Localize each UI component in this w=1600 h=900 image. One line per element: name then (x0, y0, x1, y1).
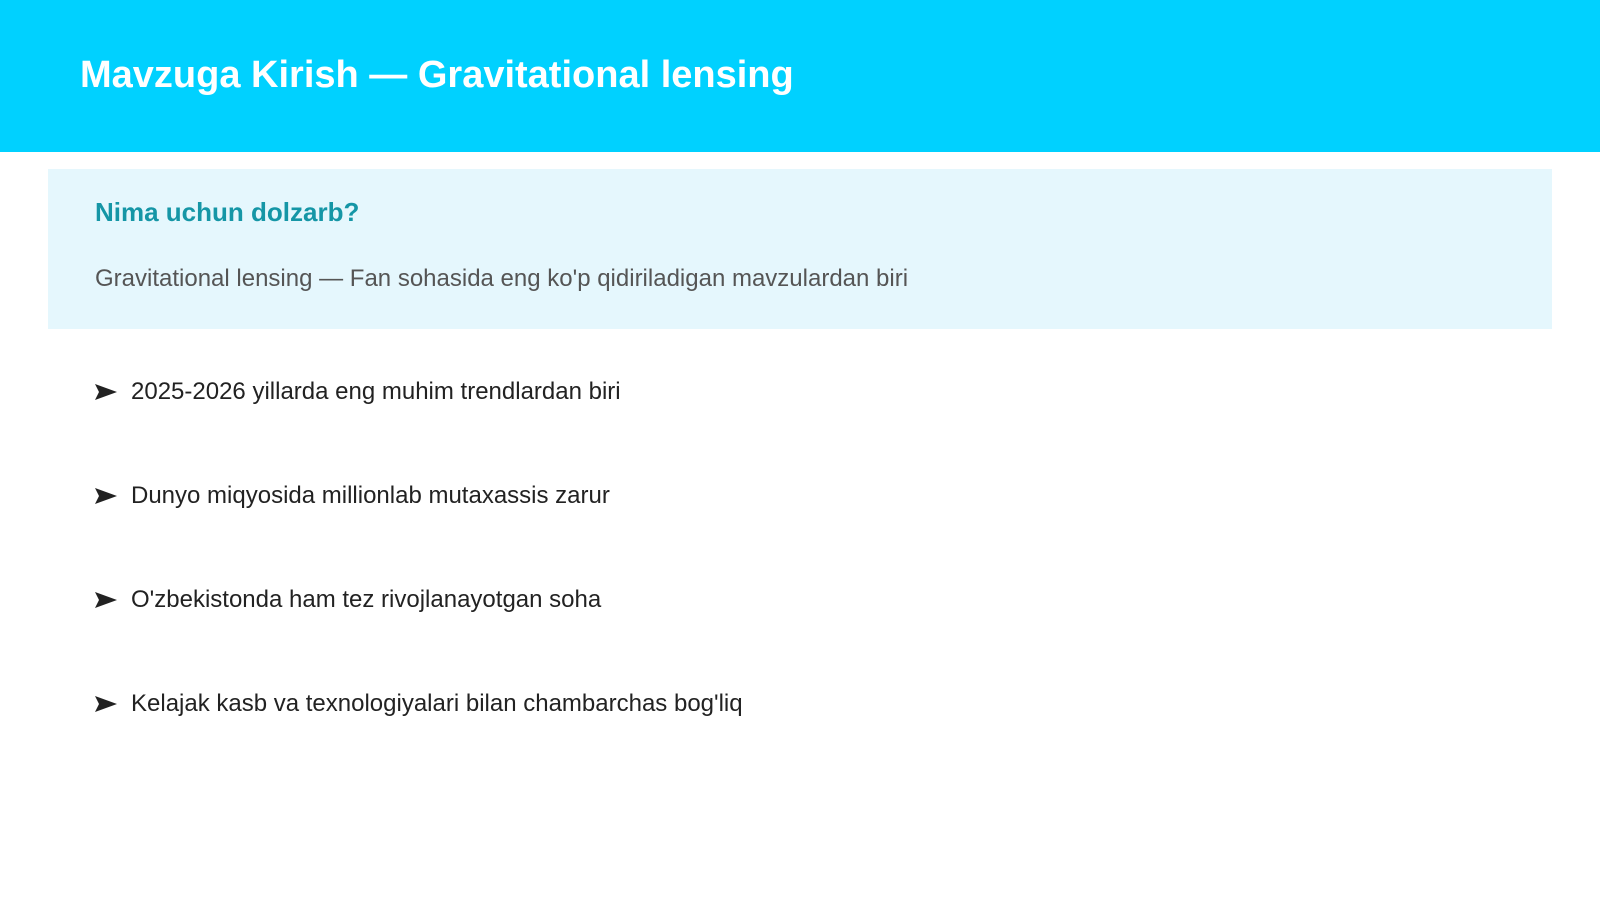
callout-text: Gravitational lensing — Fan sohasida eng ko'p qidiriladigan mavzulardan biri (95, 265, 909, 292)
bullet-text: Kelajak kasb va texnologiyalari bilan chambarchas bog'liq (131, 690, 743, 717)
bullet-item (95, 682, 1495, 726)
bullet-list (95, 370, 1495, 786)
callout-heading: Nima uchun dolzarb? (95, 197, 360, 227)
bullet-item (95, 578, 1495, 622)
play-arrow-icon (95, 692, 117, 716)
bullet-text: Dunyo miqyosida millionlab mutaxassis zarur (131, 482, 610, 509)
bullet-text: O'zbekistonda ham tez rivojlanayotgan soha (131, 586, 602, 613)
play-arrow-icon (95, 484, 117, 508)
callout-box (48, 169, 1552, 329)
play-arrow-icon (95, 380, 117, 404)
bullet-item (95, 474, 1495, 518)
play-arrow-icon (95, 588, 117, 612)
bullet-item (95, 370, 1495, 414)
header-bar (0, 0, 1600, 152)
slide-title: Mavzuga Kirish — Gravitational lensing (80, 54, 794, 96)
bullet-text: 2025-2026 yillarda eng muhim trendlardan biri (131, 378, 621, 405)
